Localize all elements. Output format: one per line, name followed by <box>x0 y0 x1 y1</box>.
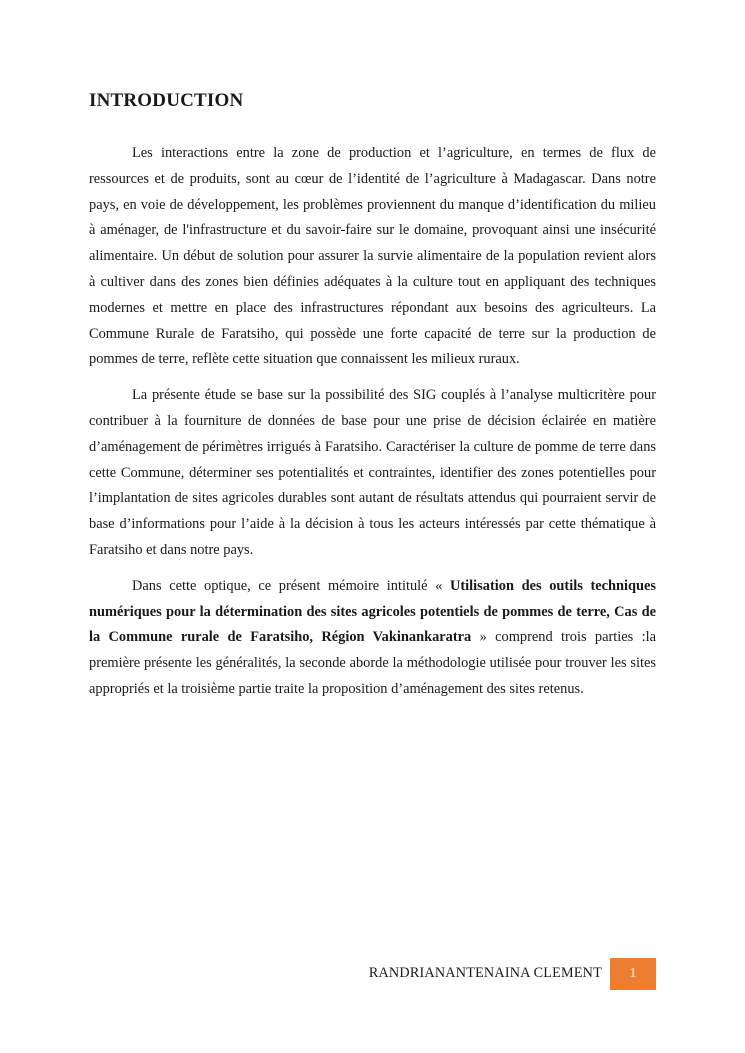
paragraph-3-rest: » comprend trois parties :la première présente les généralités, la seconde aborde la méthodologie utilisée pour trouver les sites appropriés et la troisième partie traite la proposition d’aménagement des sites retenus. <box>89 629 656 697</box>
footer-author: RANDRIANANTENAINA CLEMENT <box>368 965 602 981</box>
paragraph-3-intro: Dans cette optique, ce présent mémoire intitulé « <box>132 577 450 594</box>
document-body <box>89 141 656 713</box>
page-number-badge: 1 <box>610 958 656 990</box>
paragraph-3 <box>89 574 656 703</box>
paragraph-1: Les interactions entre la zone de production et l’agriculture, en termes de flux de ressources et de produits, sont au cœur de l’identité de l’agriculture à Madagascar. Dans notre pays, en voie de développement, les problèmes proviennent du manque d’identification du milieu à aménager, de l'infrastructure et du savoir-faire sur le domaine, provoquant ainsi une insécurité alimentaire. Un début de solution pour assurer la survie alimentaire de la population revient alors à cultiver dans des zones bien définies adéquates à la culture tout en appliquant des techniques modernes et mettre en place des infrastructures répondant aux besoins des agriculteurs. La Commune Rurale de Faratsiho, qui possède une forte capacité de terre sur la production de pommes de terre, reflète cette situation que connaissent les milieux ruraux. <box>89 145 656 368</box>
page-title: INTRODUCTION <box>89 90 244 111</box>
thesis-title: Utilisation des outils techniques numériques pour la détermination des sites agricoles potentiels de pommes de terre, Cas de la Commune rurale de Faratsiho, Région Vakinankaratra <box>89 577 657 646</box>
paragraph-2: La présente étude se base sur la possibilité des SIG couplés à l’analyse multicritère pour contribuer à la fourniture de données de base pour une prise de décision éclairée en matière d’aménagement de périmètres irrigués à Faratsiho. Caractériser la culture de pomme de terre dans cette Commune, déterminer ses potentialités et contraintes, identifier des zones potentielles pour l’implantation de sites agricoles durables sont autant de résultats attendus qui pourraient servir de base d’informations pour l’aide à la décision à tous les acteurs intéressés par cette thématique à Faratsiho et dans notre pays. <box>89 387 656 558</box>
